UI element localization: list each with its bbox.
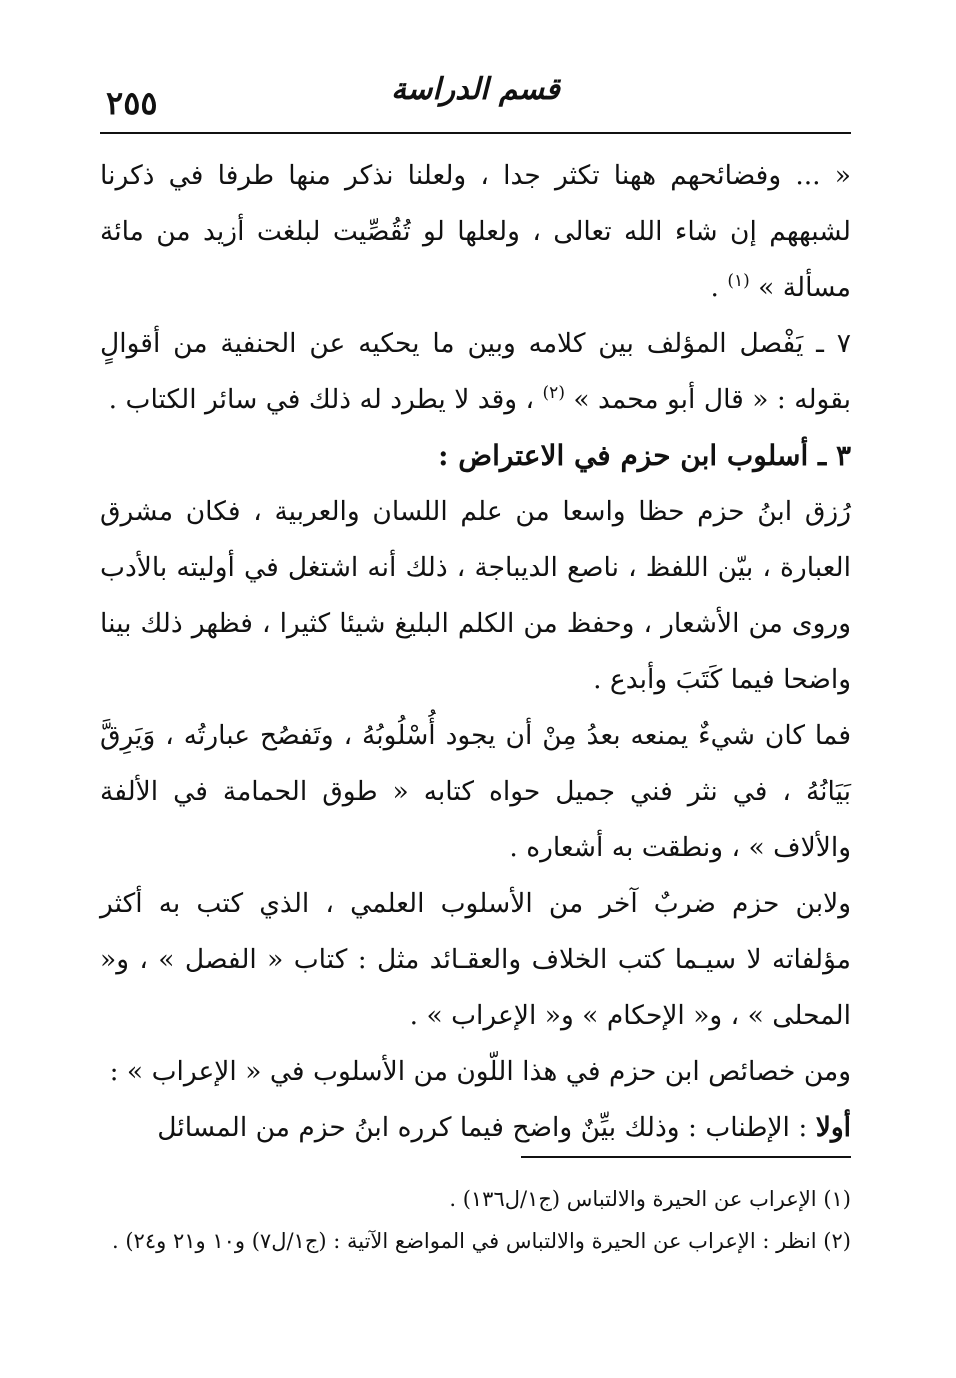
page-header [100, 70, 851, 134]
point-7-end: ، وقد لا يطرد له ذلك في سائر الكتاب . [108, 384, 535, 415]
footnote-ref-1: (١) [727, 271, 750, 292]
quote-paragraph [100, 148, 851, 316]
point-7-text: ٧ ـ يَفْصل المؤلف بين كلامه وبين ما يحكيه عن الحنفية من أقوالٍ بقوله : « قال أبو محمد » [100, 328, 851, 415]
footnote-rule [521, 1156, 851, 1158]
paragraph-style: رُزق ابنُ حزم حظا واسعا من علم اللسان والعربية ، فكان مشرق العبارة ، بيّن اللفظ ، ناصع الديباجة ، ذلك أنه اشتغل في أوليته بالأدب وروى من الأشعار ، وحفظ من الكلم البليغ شيئا كثيرا ، فظهر ذلك بينا واضحا فيما كَتَبَ وأبدع . [100, 496, 851, 695]
paragraph-characteristics: ومن خصائص ابن حزم في هذا اللّون من الأسلوب في « الإعراب » : [109, 1056, 851, 1087]
main-text [100, 148, 851, 1156]
footnote-1: (١) الإعراب عن الحيرة والالتباس (ج١/ل١٣٦) . [449, 1187, 851, 1211]
page-number: ٢٥٥ [106, 84, 158, 122]
section-heading: ٣ ـ أسلوب ابن حزم في الاعتراض : [438, 439, 851, 472]
footnotes [100, 1178, 851, 1262]
quote-text: « ... وفضائحهم ههنا تكثر جدا ، ولعلنا نذكر منها طرفا في ذكرنا لشبههم إن شاء الله تعالى ، ولعلها لو تُقُصِّيت لبلغت أزيد من مائة مسألة » [100, 160, 851, 303]
first-point-label: أولا [815, 1112, 851, 1143]
footnote-2: (٢) انظر : الإعراب عن الحيرة والالتباس في المواضع الآتية : (ج١/ل٧) و١٠ و٢١ و٢٤) . [112, 1229, 851, 1253]
paragraph-scientific-style: ولابن حزم ضربٌ آخر من الأسلوب العلمي ، الذي كتب به أكثر مؤلفاته لا سيـما كتب الخلاف والعقـائد مثل : كتاب « الفصل » ، و« المحلى » ، و« الإحكام » و« الإعراب » . [100, 888, 851, 1031]
point-7-paragraph [100, 316, 851, 428]
header-rule [100, 132, 851, 134]
paragraph-first-point [100, 1100, 851, 1156]
paragraph-prose: فما كان شيءٌ يمنعه بعدُ مِنْ أن يجود أُسْلُوبُهُ ، وتَفصُح عبارتُه ، وَيَرِقَّ بَيَانُهُ ، في نثر فني جميل حواه كتابه « طوق الحمامة في الألفة والألاف » ، ونطقت به أشعاره . [100, 720, 851, 863]
running-title: قسم الدراسة [391, 72, 560, 107]
quote-end: . [710, 272, 719, 303]
footnote-ref-2: (٢) [542, 383, 565, 404]
first-point-text: : الإطناب : وذلك بيِّنٌ واضح فيما كرره ابنُ حزم من المسائل [157, 1112, 808, 1143]
